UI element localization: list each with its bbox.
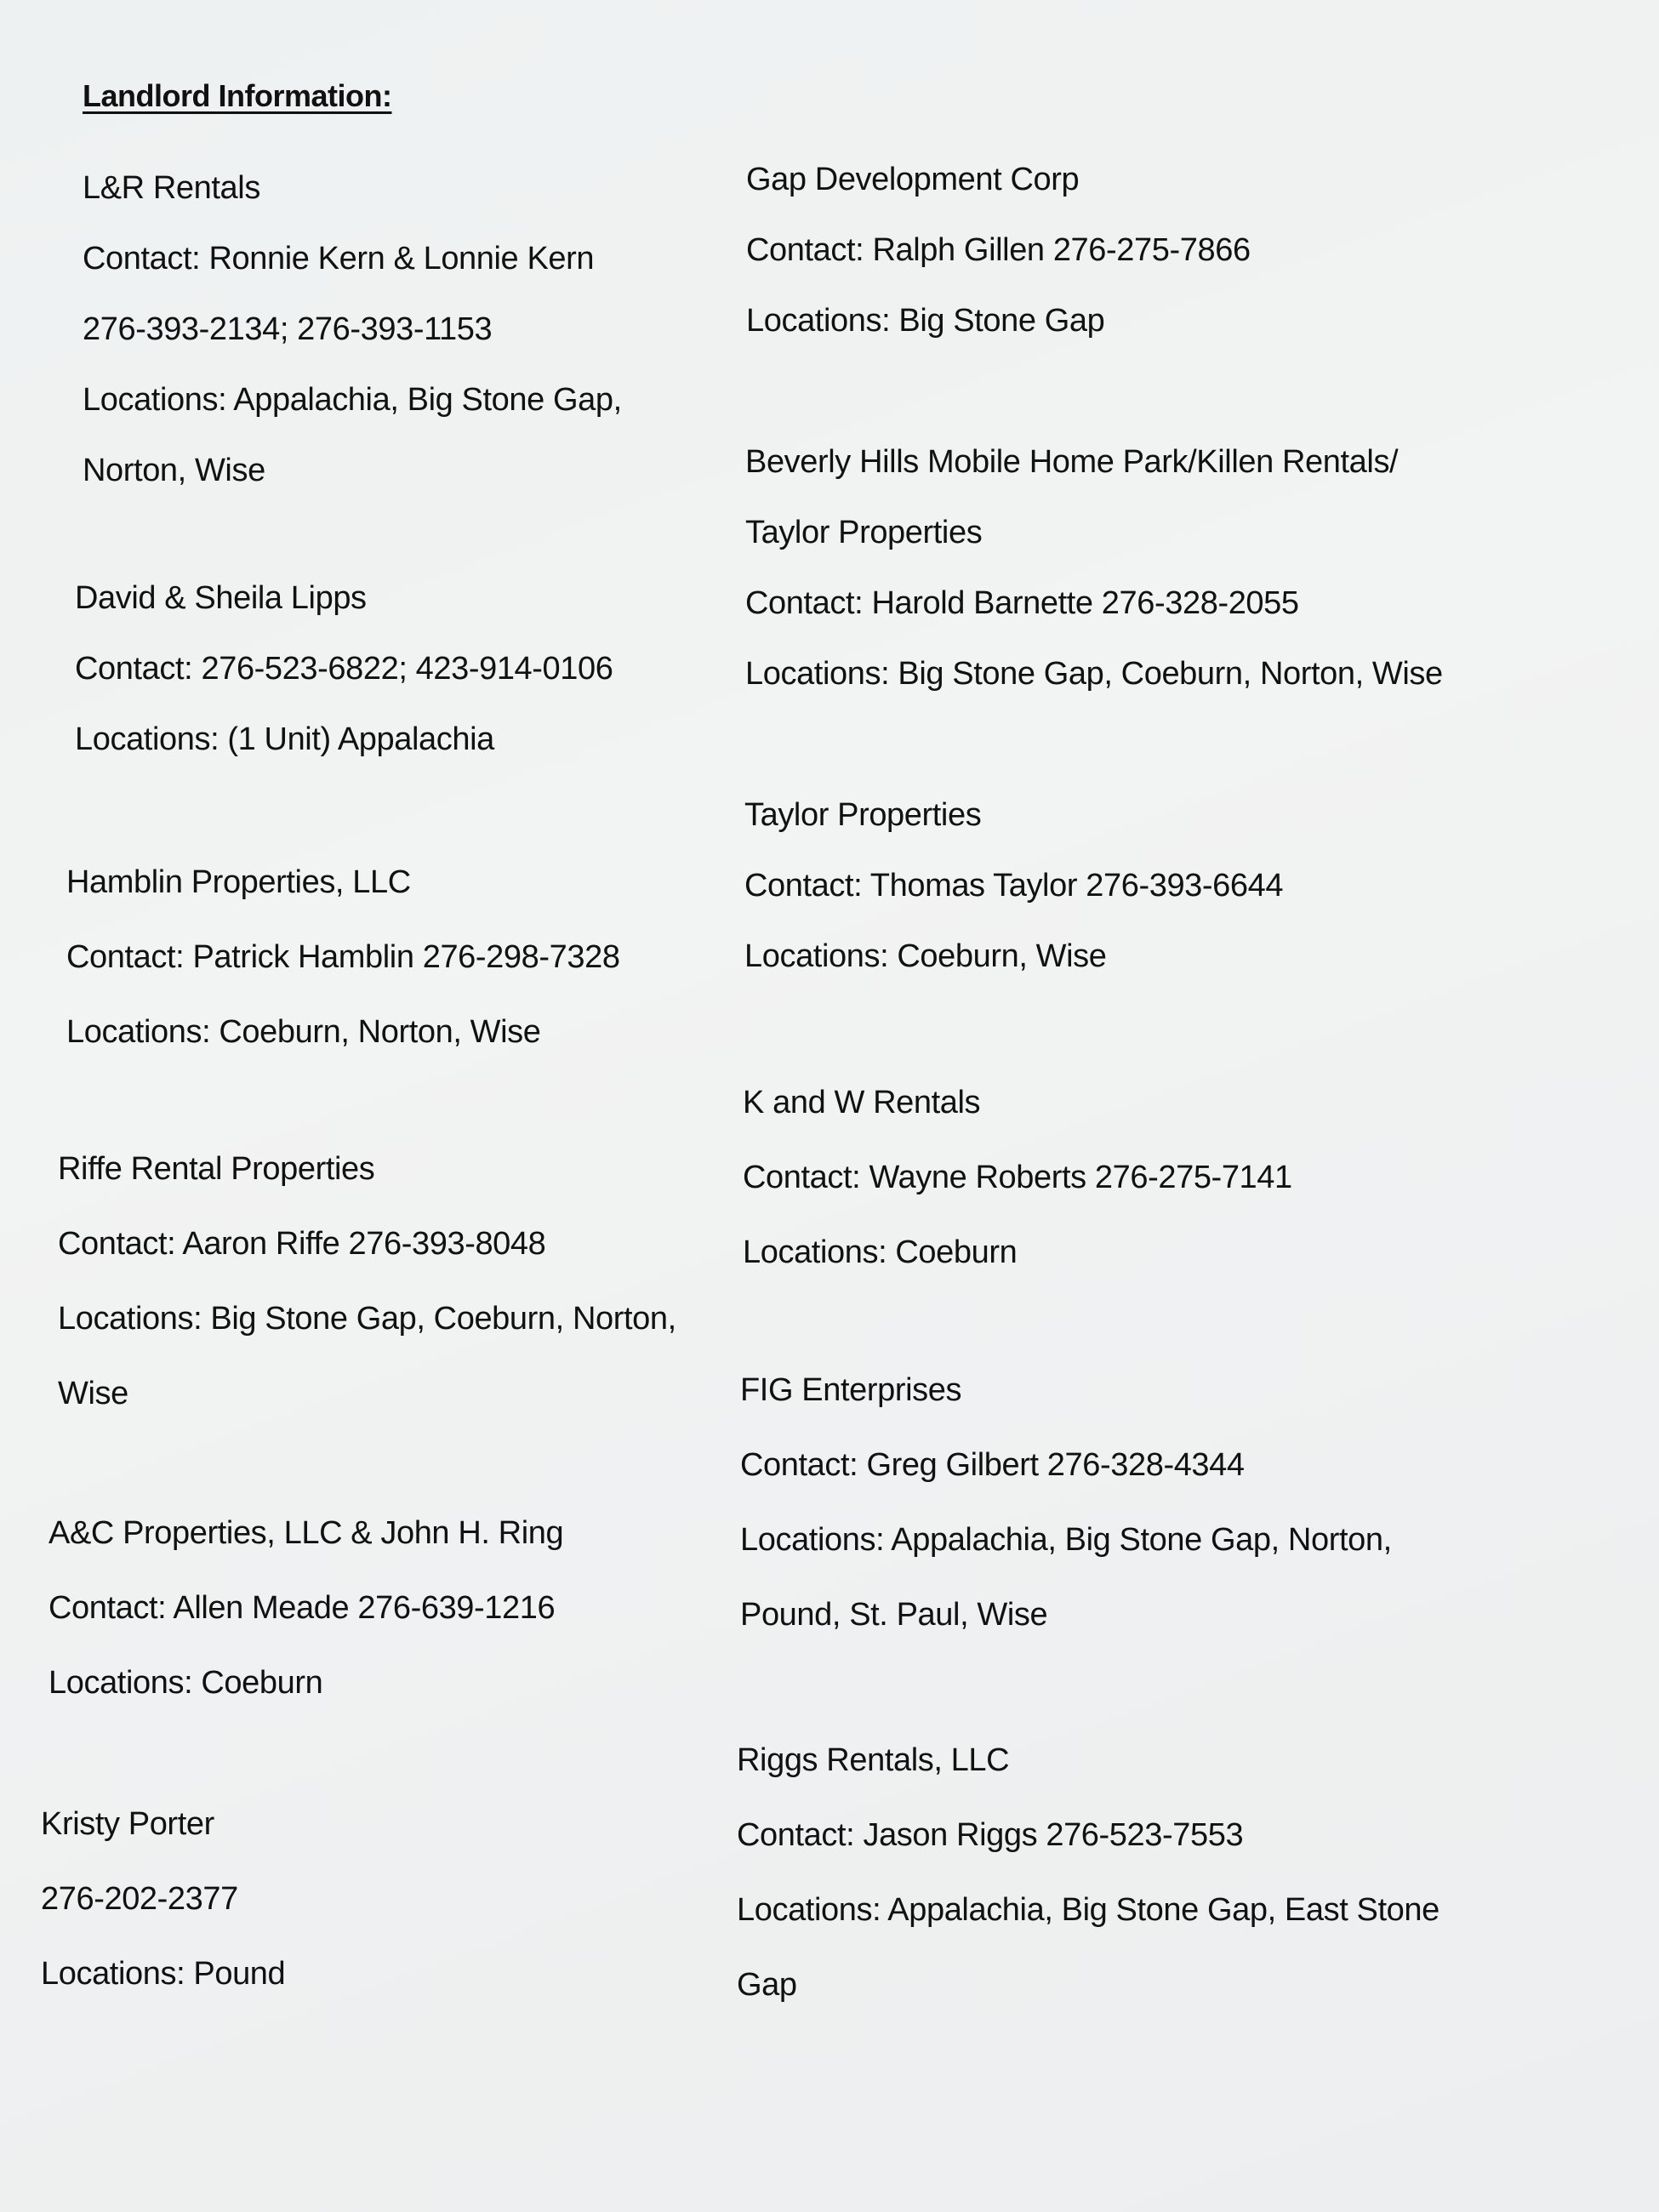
landlord-locations-cont: Wise	[58, 1376, 128, 1411]
landlord-name: Riffe Rental Properties	[58, 1151, 375, 1187]
landlord-name: David & Sheila Lipps	[75, 580, 367, 616]
landlord-locations: Locations: Appalachia, Big Stone Gap,	[83, 382, 622, 418]
landlord-locations-cont: Gap	[737, 1967, 797, 2003]
landlord-entry-lipps	[75, 563, 613, 775]
landlord-name: K and W Rentals	[743, 1085, 981, 1120]
landlord-name: Hamblin Properties, LLC	[66, 864, 411, 900]
landlord-name: Gap Development Corp	[746, 162, 1080, 197]
landlord-locations-cont: Norton, Wise	[83, 453, 265, 488]
landlord-contact: Contact: Thomas Taylor 276-393-6644	[744, 868, 1284, 904]
landlord-entry-riggs	[737, 1723, 1440, 2022]
landlord-locations: Locations: Coeburn	[48, 1665, 323, 1701]
landlord-contact: Contact: Ralph Gillen 276-275-7866	[746, 232, 1251, 268]
landlord-name: FIG Enterprises	[740, 1372, 962, 1408]
landlord-contact: Contact: Jason Riggs 276-523-7553	[737, 1817, 1244, 1853]
landlord-name-cont: Taylor Properties	[745, 515, 983, 550]
landlord-entry-gap-development	[746, 145, 1251, 356]
landlord-locations: Locations: Appalachia, Big Stone Gap, East Stone	[737, 1892, 1440, 1928]
landlord-locations: Locations: Coeburn, Norton, Wise	[66, 1014, 541, 1050]
landlord-locations: Locations: Big Stone Gap, Coeburn, Norton,	[58, 1301, 676, 1337]
landlord-contact: Contact: Harold Barnette 276-328-2055	[745, 585, 1299, 621]
landlord-phone: 276-393-2134; 276-393-1153	[83, 311, 493, 347]
landlord-contact: Contact: Aaron Riffe 276-393-8048	[58, 1226, 546, 1262]
landlord-contact: Contact: Greg Gilbert 276-328-4344	[740, 1447, 1245, 1483]
landlord-entry-hamblin	[66, 845, 620, 1069]
landlord-entry-lr-rentals	[83, 153, 622, 506]
landlord-entry-riffe	[58, 1132, 676, 1431]
landlord-contact: Contact: Patrick Hamblin 276-298-7328	[66, 939, 620, 975]
landlord-name: Kristy Porter	[41, 1806, 214, 1842]
landlord-locations-cont: Pound, St. Paul, Wise	[740, 1597, 1048, 1633]
landlord-contact: Contact: Allen Meade 276-639-1216	[48, 1590, 556, 1626]
landlord-name: A&C Properties, LLC & John H. Ring	[48, 1515, 564, 1551]
landlord-entry-fig-enterprises	[740, 1353, 1392, 1652]
landlord-phone: 276-202-2377	[41, 1881, 238, 1917]
landlord-entry-ac-properties	[48, 1496, 563, 1720]
landlord-locations: Locations: Appalachia, Big Stone Gap, Norton,	[740, 1522, 1392, 1558]
landlord-entry-taylor-properties	[744, 780, 1283, 992]
landlord-name: Beverly Hills Mobile Home Park/Killen Rentals/	[745, 444, 1399, 480]
landlord-contact: Contact: 276-523-6822; 423-914-0106	[75, 651, 613, 687]
landlord-contact: Contact: Wayne Roberts 276-275-7141	[743, 1160, 1292, 1195]
landlord-contact: Contact: Ronnie Kern & Lonnie Kern	[83, 241, 595, 276]
landlord-entry-porter	[41, 1787, 285, 2011]
landlord-locations: Locations: Coeburn	[743, 1234, 1018, 1270]
landlord-name: L&R Rentals	[83, 170, 260, 206]
landlord-entry-beverly-hills	[745, 427, 1443, 710]
page-title: Landlord Information:	[83, 78, 392, 113]
landlord-locations: Locations: Pound	[41, 1956, 286, 1992]
landlord-locations: Locations: Big Stone Gap	[746, 303, 1105, 339]
landlord-name: Riggs Rentals, LLC	[737, 1742, 1010, 1778]
landlord-name: Taylor Properties	[744, 797, 982, 833]
landlord-locations: Locations: Coeburn, Wise	[744, 938, 1107, 974]
landlord-entry-k-and-w	[743, 1065, 1292, 1290]
landlord-locations: Locations: Big Stone Gap, Coeburn, Norton, Wise	[745, 656, 1443, 692]
landlord-locations: Locations: (1 Unit) Appalachia	[75, 721, 494, 757]
